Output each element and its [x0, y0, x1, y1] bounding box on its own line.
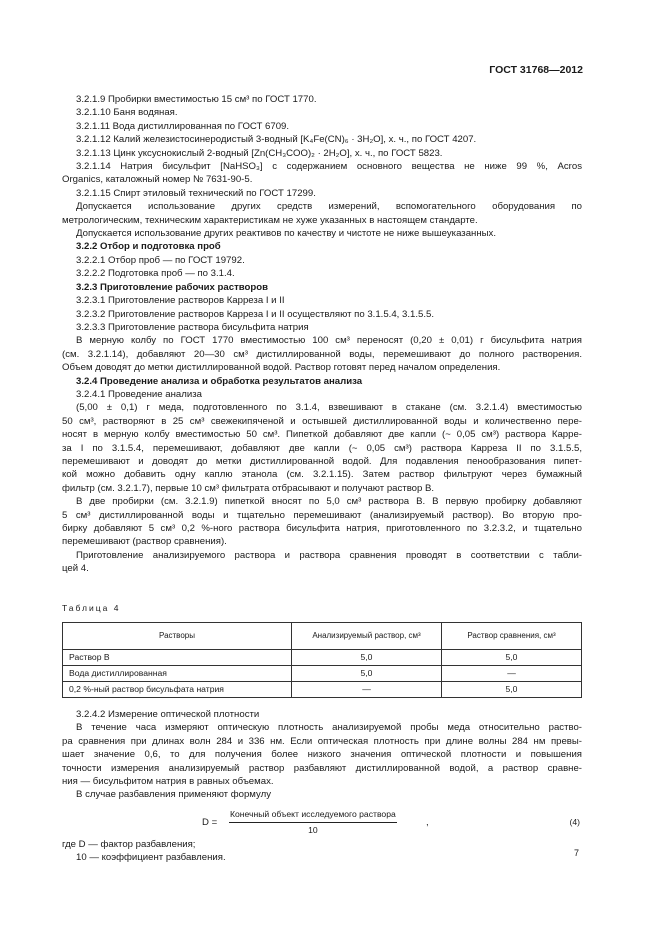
optical-density-line1: В течение часа измеряют оптическую плотность анализируемой пробы меда относительно раство-: [76, 722, 582, 734]
analysis-line6: кой можно добавить одну каплю этанола (см. 3.2.1.15). Затем раствор фильтруют через бумажный: [62, 469, 582, 481]
table-header-reference: Раствор сравнения, см³: [442, 623, 582, 650]
where-d: где D — фактор разбавления;: [62, 838, 196, 850]
item-3-2-1-11: 3.2.1.11 Вода дистиллированная по ГОСТ 6709.: [76, 120, 290, 132]
bisulfite-prep-line3: Объем доводят до метки дистиллированной водой. Раствор готовят перед началом определения.: [62, 362, 501, 374]
bisulfite-prep-line2: (см. 3.2.1.14), добавляют 20—30 см³ дистиллированной воды, перемешивают до полного растворения.: [62, 348, 582, 360]
item-3-2-3-2: 3.2.3.2 Приготовление растворов Карреза I и II осуществляют по 3.1.5.4, 3.1.5.5.: [76, 308, 435, 320]
table-cell: 0,2 %-ный раствор бисульфата натрия: [63, 682, 292, 698]
item-3-2-3-3: 3.2.3.3 Приготовление раствора бисульфита натрия: [76, 321, 309, 333]
section-3-2-4-heading: 3.2.4 Проведение анализа и обработка результатов анализа: [76, 375, 363, 387]
dilution-formula: [62, 808, 582, 838]
item-3-2-1-14-line2: Organics, каталожный номер № 7631-90-5.: [62, 174, 253, 186]
table-reference-line2: цей 4.: [62, 563, 89, 575]
formula-number: (4): [569, 816, 580, 827]
tubes-line1: В две пробирки (см. 3.2.1.9) пипеткой вносят по 5,0 см³ раствора В. В первую пробирку добавляют: [76, 496, 582, 508]
item-3-2-1-14-line1: 3.2.1.14 Натрия бисульфит [NaHSO₃] с содержанием основного вещества не ниже 99 %, Acros: [76, 161, 582, 173]
item-3-2-2-2: 3.2.2.2 Подготовка проб — по 3.1.4.: [76, 268, 235, 280]
table-row: [63, 682, 582, 698]
table-row: [63, 650, 582, 666]
formula-numerator: Конечный объект исследуемого раствора: [229, 808, 397, 823]
analysis-line3: носят в мерную колбу вместимостью 50 см³. Пипеткой добавляют две капли (~ 0,05 см³) раствора Карре-: [62, 429, 582, 441]
analysis-line7: фильтр (см. 3.2.1.7), первые 10 см³ фильтрата отбрасывают и получают раствор В.: [62, 482, 435, 494]
item-3-2-1-13: 3.2.1.13 Цинк уксуснокислый 2-водный [Zn(CH₃COO)₂ · 2H₂O], х. ч., по ГОСТ 5823.: [76, 147, 443, 159]
table-cell: Раствор В: [63, 650, 292, 666]
item-3-2-1-9: 3.2.1.9 Пробирки вместимостью 15 см³ по ГОСТ 1770.: [76, 94, 317, 105]
item-3-2-4-2: 3.2.4.2 Измерение оптической плотности: [76, 709, 260, 721]
allowance-equipment-line1: Допускается использование других средств измерений, вспомогательного оборудования по: [76, 201, 582, 213]
table-cell: —: [442, 666, 582, 682]
optical-density-line4: точности измерения анализируемый раствор разбавляют дистиллированной водой, а раствор сравне-: [62, 762, 582, 774]
item-3-2-1-15: 3.2.1.15 Спирт этиловый технический по ГОСТ 17299.: [76, 187, 316, 199]
formula-denominator: 10: [308, 825, 318, 836]
item-3-2-2-1: 3.2.2.1 Отбор проб — по ГОСТ 19792.: [76, 254, 245, 266]
bisulfite-prep-line1: В мерную колбу по ГОСТ 1770 вместимостью 100 см³ переносят (0,20 ± 0,01) г бисульфита натрия: [76, 335, 582, 347]
section-3-2-2-heading: 3.2.2 Отбор и подготовка проб: [76, 241, 221, 253]
table-cell: 5,0: [442, 682, 582, 698]
tubes-line4: перемешивают (раствор сравнения).: [62, 536, 227, 548]
tubes-line3: бирку добавляют 5 см³ 0,2 %-ного раствора бисульфита натрия, приготовленного по 3.2.3.2, и тщательно: [62, 523, 582, 534]
analysis-line4: за I по 3.1.5.4, перемешивают, добавляют две капли (~ 0,05 см³) раствора Карреза II по 3.1.5.5,: [62, 442, 582, 454]
allowance-reagents: Допускается использование других реактивов по качеству и чистоте не ниже вышеуказанных.: [76, 228, 496, 240]
optical-density-line3: шает значение 0,6, то для получения более низкого значения оптической плотности и повышения: [62, 749, 582, 761]
standard-header: ГОСТ 31768—2012: [489, 64, 583, 76]
analysis-line1: (5,00 ± 0,1) г меда, подготовленного по 3.1.4, взвешивают в стакане (см. 3.2.1.4) вместимостью: [76, 402, 582, 414]
where-10: 10 — коэффициент разбавления.: [76, 852, 226, 864]
page-content: [62, 93, 582, 865]
dilution-intro: В случае разбавления применяют формулу: [76, 789, 271, 801]
table-cell: 5,0: [292, 650, 442, 666]
table-cell: —: [292, 682, 442, 698]
formula-comma: ,: [426, 816, 429, 828]
table-cell: 5,0: [292, 666, 442, 682]
table-row: [63, 666, 582, 682]
optical-density-line2: ра сравнения при длинах волн 284 и 336 нм. Если оптическая плотность при длине волны 284 нм превы-: [62, 735, 582, 747]
analysis-line2: 50 см³, растворяют в 25 см³ свежекипяченой и остывшей дистиллированной воды и количественно пере-: [62, 415, 582, 427]
table-4-caption: Таблица 4: [62, 602, 121, 613]
table-cell: 5,0: [442, 650, 582, 666]
formula-fraction: [229, 808, 397, 838]
allowance-equipment-line2: метрологическим, техническим характеристикам не хуже указанных в настоящем стандарте.: [62, 214, 478, 226]
optical-density-line5: ния — бисульфитом натрия в равных объемах.: [62, 776, 274, 788]
item-3-2-4-1: 3.2.4.1 Проведение анализа: [76, 388, 202, 400]
table-4: [62, 622, 582, 698]
table-header-analyzed: Анализируемый раствор, см³: [292, 623, 442, 650]
formula-lhs: D =: [202, 816, 218, 828]
analysis-line5: перемешивают и доводят до метки дистиллированной водой. Для подавления пенообразования пипет-: [62, 455, 582, 467]
section-3-2-3-heading: 3.2.3 Приготовление рабочих растворов: [76, 281, 269, 293]
table-header-solutions: Растворы: [63, 623, 292, 650]
item-3-2-1-10: 3.2.1.10 Баня водяная.: [76, 107, 178, 119]
table-reference-line1: Приготовление анализируемого раствора и раствора сравнения проводят в соответствии с табли-: [76, 549, 582, 561]
page-number: 7: [573, 848, 579, 858]
table-cell: Вода дистиллированная: [63, 666, 292, 682]
item-3-2-3-1: 3.2.3.1 Приготовление растворов Карреза I и II: [76, 295, 285, 307]
tubes-line2: 5 см³ дистиллированной воды и тщательно перемешивают (анализируемый раствор). Во вторую про-: [62, 509, 582, 521]
item-3-2-1-12: 3.2.1.12 Калий железистосинеродистый 3-водный [K₄Fe(CN)₆ · 3H₂O], х. ч., по ГОСТ 4207.: [76, 134, 477, 146]
